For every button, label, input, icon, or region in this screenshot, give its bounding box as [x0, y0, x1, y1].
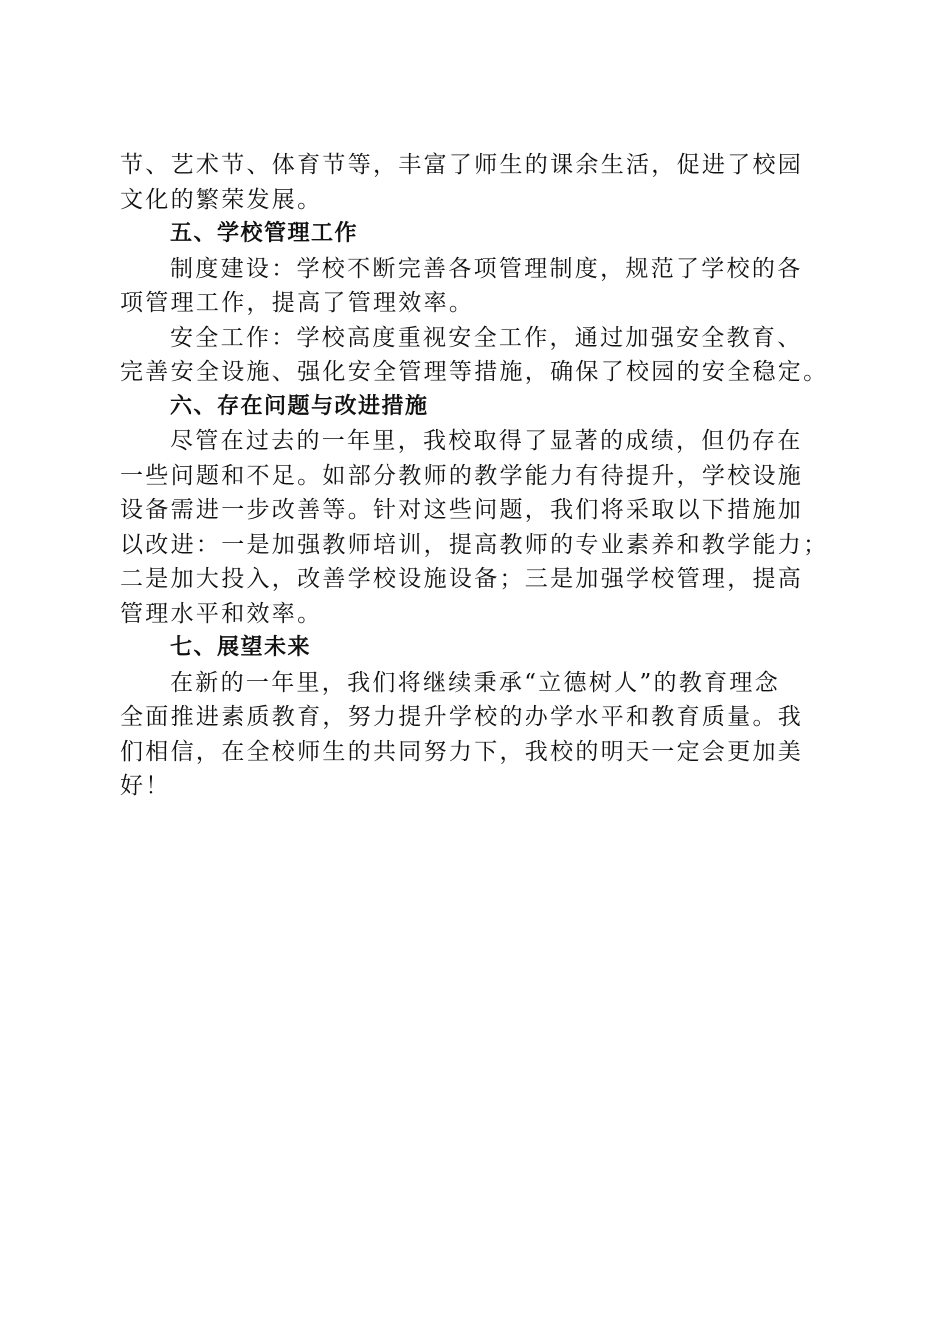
paragraph-line: 文化的繁荣发展。 [120, 186, 323, 213]
paragraph-line: 好！ [120, 773, 171, 799]
paragraph-line: 安全工作：学校高度重视安全工作，通过加强安全教育、 [170, 324, 803, 351]
paragraph-line: 在新的一年里，我们将继续秉承“立德树人”的教育理念 [170, 669, 781, 696]
paragraph-outlook [120, 666, 832, 804]
paragraph-line: 们相信，在全校师生的共同努力下，我校的明天一定会更加美 [120, 738, 804, 765]
section-heading-outlook: 七、展望未来 [170, 635, 312, 660]
section-heading-management: 五、学校管理工作 [170, 221, 359, 246]
paragraph-line: 节、艺术节、体育节等，丰富了师生的课余生活，促进了校园 [120, 152, 804, 178]
paragraph-line: 二是加大投入，改善学校设施设备；三是加强学校管理，提高 [120, 566, 804, 592]
paragraph-line: 尽管在过去的一年里，我校取得了显著的成绩，但仍存在 [170, 428, 803, 454]
paragraph-line: 设备需进一步改善等。针对这些问题，我们将采取以下措施加 [120, 497, 804, 523]
section-heading-problems: 六、存在问题与改进措施 [170, 393, 429, 419]
paragraph-line: 制度建设：学校不断完善各项管理制度，规范了学校的各 [170, 255, 803, 282]
paragraph-line: 完善安全设施、强化安全管理等措施，确保了校园的安全稳定。 [120, 359, 829, 385]
intro-paragraph [120, 148, 832, 217]
paragraph-problems-measures [120, 424, 832, 631]
paragraph-safety-work [120, 321, 832, 390]
paragraph-line: 项管理工作，提高了管理效率。 [120, 290, 475, 316]
paragraph-line: 以改进：一是加强教师培训，提高教师的专业素养和教学能力； [120, 531, 829, 558]
document-page [120, 148, 832, 804]
paragraph-system-building [120, 252, 832, 321]
paragraph-line: 管理水平和效率。 [120, 600, 323, 627]
paragraph-line: 全面推进素质教育，努力提升学校的办学水平和教育质量。我 [120, 704, 804, 730]
paragraph-line: 一些问题和不足。如部分教师的教学能力有待提升，学校设施 [120, 462, 804, 489]
